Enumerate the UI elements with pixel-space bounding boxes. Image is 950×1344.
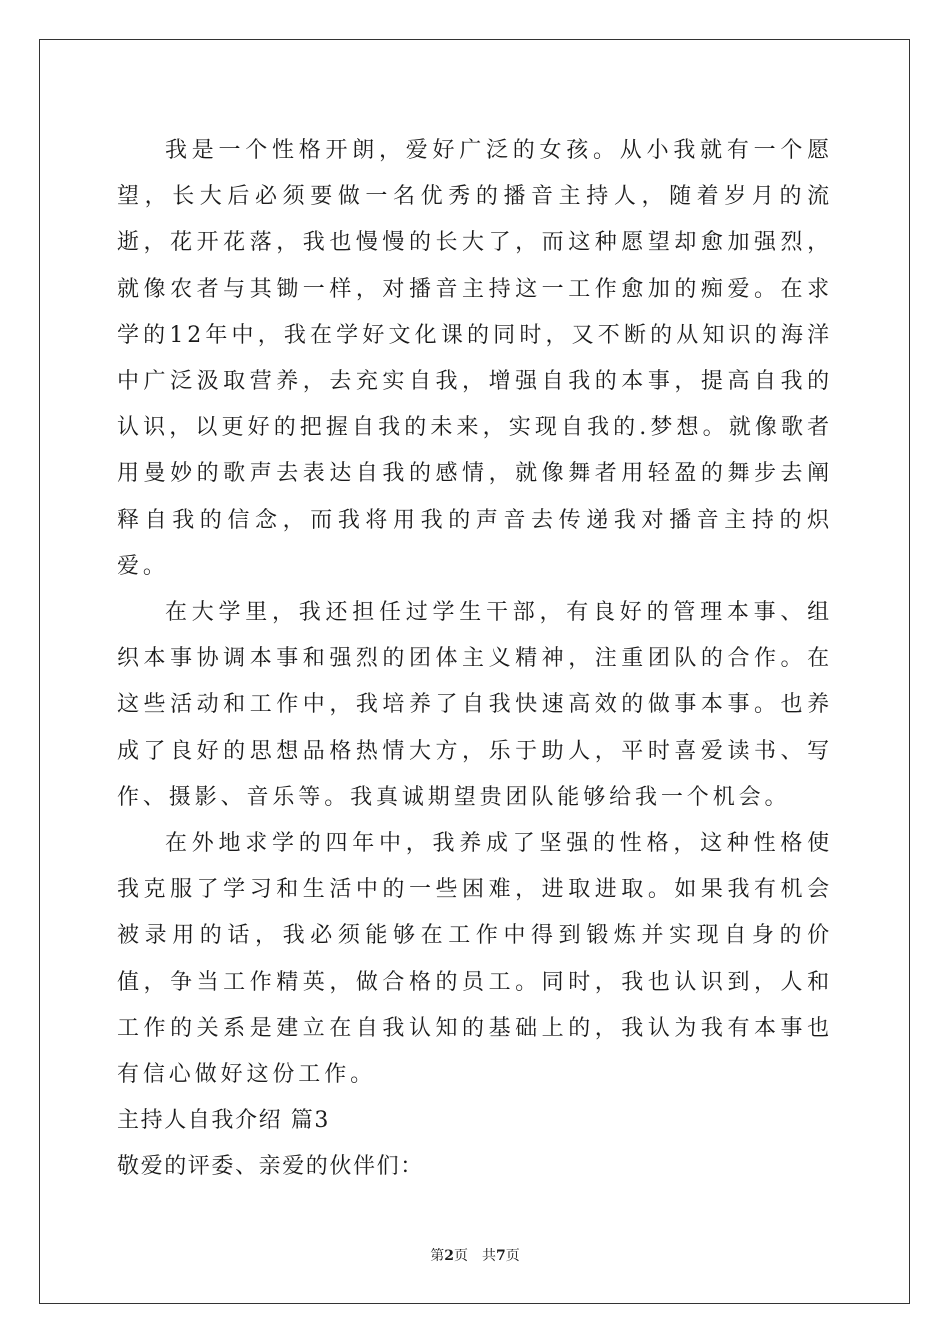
section-heading: 主持人自我介绍 篇3: [117, 1108, 330, 1134]
paragraph-1: 我是一个性格开朗，爱好广泛的女孩。从小我就有一个愿望，长大后必须要做一名优秀的播音主持人，随着岁月的流逝，花开花落，我也慢慢的长大了，而这种愿望却愈加强烈，就像农者与其锄一样，对播音主持这一工作愈加的痴爱。在求学的12年中，我在学好文化课的同时，又不断的从知识的海洋中广泛汲取营养，去充实自我，增强自我的本事，提高自我的认识，以更好的把握自我的未来，实现自我的.梦想。就像歌者用曼妙的歌声去表达自我的感情，就像舞者用轻盈的舞步去阐释自我的信念，而我将用我的声音去传递我对播音主持的炽爱。: [117, 138, 833, 579]
page-footer: [0, 1247, 950, 1265]
document-body: [117, 128, 833, 1191]
paragraph-2: 在大学里，我还担任过学生干部，有良好的管理本事、组织本事协调本事和强烈的团体主义精神，注重团队的合作。在这些活动和工作中，我培养了自我快速高效的做事本事。也养成了良好的思想品格热情大方，乐于助人，平时喜爱读书、写作、摄影、音乐等。我真诚期望贵团队能够给我一个机会。: [117, 600, 833, 810]
paragraph-3: 在外地求学的四年中，我养成了坚强的性格，这种性格使我克服了学习和生活中的一些困难，进取进取。如果我有机会被录用的话，我必须能够在工作中得到锻炼并实现自身的价值，争当工作精英，做合格的员工。同时，我也认识到，人和工作的关系是建立在自我认知的基础上的，我认为我有本事也有信心做好这份工作。: [117, 831, 833, 1088]
total-suffix: 页: [505, 1248, 520, 1264]
total-prefix: 共: [482, 1248, 496, 1264]
page-prefix: 第: [430, 1248, 445, 1264]
salutation: 敬爱的评委、亲爱的伙伴们：: [117, 1154, 424, 1180]
page-suffix: 页: [454, 1248, 468, 1264]
page-total: 7: [496, 1248, 506, 1264]
page-current: 2: [444, 1248, 454, 1264]
